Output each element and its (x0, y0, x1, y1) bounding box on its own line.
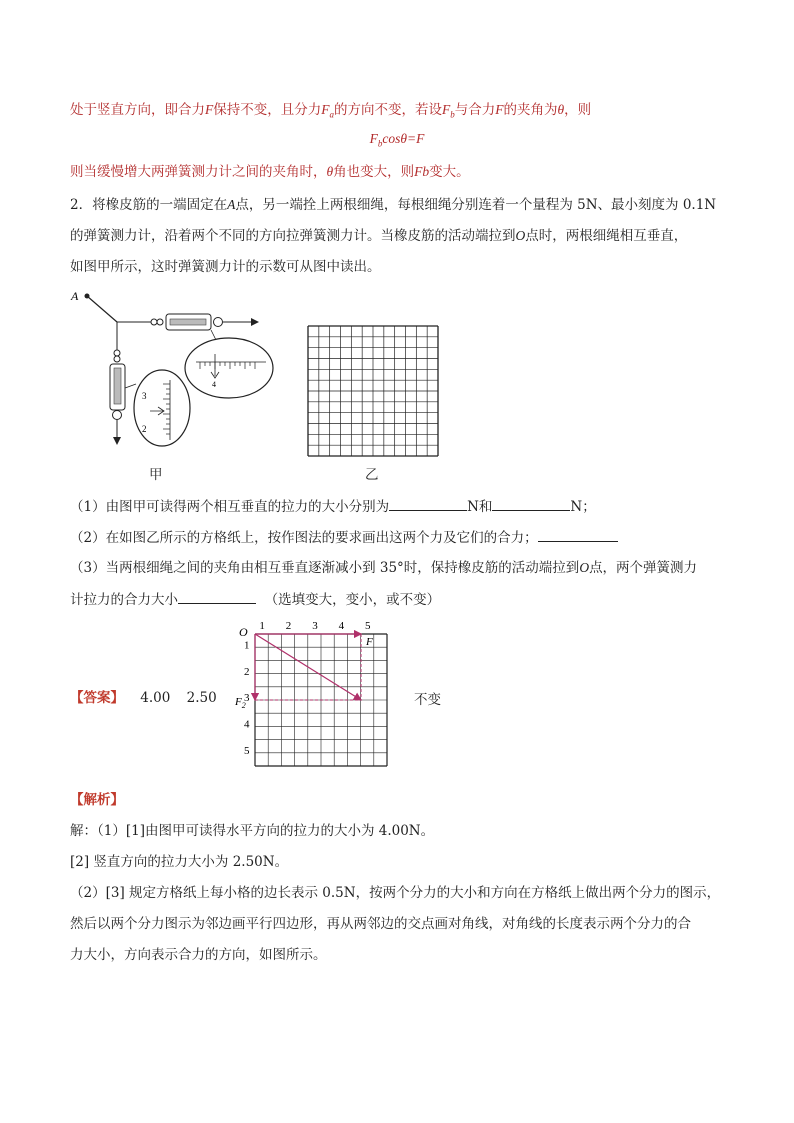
analysis-line-3: （2）[3] 规定方格纸上每小格的边长表示 0.5N，按两个分力的大小和方向在方格纸上做出两个分力的图示， (70, 885, 721, 901)
sub-question-3: （3）当两根细绳之间的夹角由相互垂直逐渐减小到 35°时，保持橡皮筋的活动端拉到O点，两个弹簧测力 (70, 560, 698, 576)
analysis-line-5: 力大小，方向表示合力的方向，如图所示。 (70, 947, 327, 963)
horizontal-magnifier (185, 338, 273, 398)
hook-icon (114, 350, 120, 356)
answer-left-tick-label: 5 (244, 745, 250, 757)
analysis-line-4: 然后以两个分力图示为邻边画平行四边形，再从两邻边的交点画对角线，对角线的长度表示两个分力的合 (70, 916, 691, 932)
answer-top-tick-label: 5 (365, 620, 371, 632)
hook-icon (151, 319, 157, 325)
answer-value-2: 2.50 (186, 690, 217, 706)
f2-label: $F_2$ (235, 696, 246, 710)
sub-question-3-cont: 计拉力的合力大小 （选填变大，变小，或不变） (70, 589, 440, 610)
magnifier-leader (211, 330, 216, 340)
answer-blank-2[interactable] (492, 496, 570, 511)
ring-icon (214, 318, 223, 327)
answer-blank-1[interactable] (389, 496, 467, 511)
ring-icon (113, 411, 122, 420)
sub-question-2: （2）在如图乙所示的方格纸上，按作图法的要求画出这两个力及它们的合力； (70, 527, 618, 548)
answer-tag: 【答案】 (70, 690, 124, 706)
question-line-1: 2．将橡皮筋的一端固定在A点，另一端拴上两根细绳，每根细绳分别连着一个量程为 5N、最小刻度为 0.1N (70, 197, 717, 213)
answer-top-ticks (259, 620, 371, 632)
figure-jia-caption: 甲 (149, 467, 163, 483)
hook-icon (114, 356, 120, 362)
vertical-magnifier (134, 370, 190, 446)
answer-left-tick-label: 4 (244, 718, 250, 731)
intro-line-3: 则当缓慢增大两弹簧测力计之间的夹角时，θ角也变大，则Fb变大。 (70, 164, 470, 180)
formula: $F_b\cos\theta=F$ (369, 131, 425, 149)
horizontal-scale-mark: 4 (212, 380, 216, 389)
answer-blank-3[interactable] (538, 527, 618, 542)
answer-blank-4[interactable] (178, 589, 256, 604)
question-line-3: 如图甲所示，这时弹簧测力计的示数可从图中读出。 (70, 259, 381, 275)
question-line-2: 的弹簧测力计，沿着两个不同的方向拉弹簧测力计。当橡皮筋的活动端拉到O点时，两根细绳相互垂直， (70, 228, 688, 244)
intro-line-1: 处于竖直方向，即合力F保持不变，且分力$F_a$的方向不变，若设$F_b$与合力F的夹角为θ，则 (70, 102, 592, 120)
answer-left-tick-label: 1 (244, 639, 250, 652)
answer-left-tick-label: 3 (244, 692, 250, 705)
answer-top-tick-label: 4 (338, 620, 345, 632)
analysis-tag: 【解析】 (70, 792, 124, 808)
answer-top-tick-label: 1 (259, 620, 265, 632)
hook-icon (157, 319, 163, 325)
figure-yi-caption: 乙 (365, 467, 379, 483)
vertical-scale-mark-bottom: 2 (142, 424, 147, 434)
answer-top-tick-label: 2 (285, 620, 292, 632)
figure-yi-grid[interactable] (307, 325, 439, 457)
answer-left-tick-label: 2 (244, 665, 250, 678)
sub-question-1: （1）由图甲可读得两个相互垂直的拉力的大小分别为 N和 N； (70, 496, 596, 517)
answer-value-1: 4.00 (140, 690, 171, 706)
analysis-line-1: 解：（1）[1]由图甲可读得水平方向的拉力的大小为 4.00N。 (70, 823, 435, 839)
origin-label: O (239, 625, 248, 639)
point-a-label: A (71, 289, 79, 303)
magnifier-leader (125, 384, 136, 388)
answer-line (70, 688, 217, 708)
spring-icon (170, 319, 206, 325)
rubber-band (87, 296, 117, 322)
answer-value-3: 不变 (414, 692, 441, 708)
spring-icon (114, 368, 121, 404)
resultant-label: F (366, 636, 373, 648)
answer-top-tick-label: 3 (312, 620, 318, 632)
answer-left-ticks (244, 639, 250, 757)
vertical-scale-mark-top: 3 (142, 391, 147, 401)
figure-jia (66, 284, 282, 452)
analysis-line-2: [2] 竖直方向的拉力大小为 2.50N。 (70, 854, 289, 870)
answer-figure (232, 618, 408, 776)
